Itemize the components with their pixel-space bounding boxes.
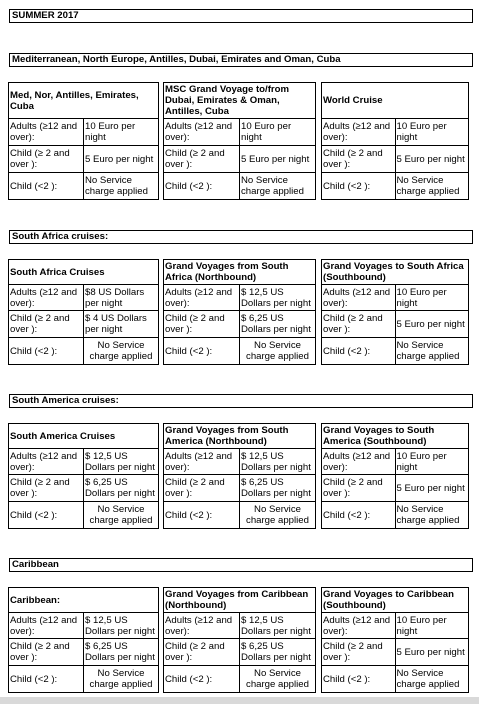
row-value-adults: 10 Euro per night: [395, 119, 469, 146]
row-value-child-2-over: $ 6,25 US Dollars per night: [240, 311, 316, 338]
section-header-mediterranean: Mediterranean, North Europe, Antilles, Dubai, Emirates and Oman, Cuba: [9, 53, 473, 67]
row-label-adults: Adults (≥12 and over):: [9, 449, 84, 475]
row-value-child-under-2: No Service charge applied: [240, 338, 316, 365]
row-label-child-2-over: Child (≥ 2 and over ):: [322, 475, 396, 502]
price-table-world-cruise: [321, 82, 469, 200]
table-title: Grand Voyages to Caribbean (Southbound): [322, 588, 469, 613]
row-value-child-2-over: $ 6,25 US Dollars per night: [240, 639, 316, 666]
row-value-child-under-2: No Service charge applied: [240, 502, 316, 529]
page-title: SUMMER 2017: [9, 9, 473, 23]
section-header-south-america: South America cruises:: [9, 394, 473, 408]
row-value-child-under-2: No Service charge applied: [395, 502, 469, 529]
row-value-child-under-2: No Service charge applied: [395, 666, 469, 693]
row-value-child-under-2: No Service charge applied: [395, 338, 469, 365]
row-label-child-2-over: Child (≥ 2 and over ):: [9, 475, 84, 502]
table-title: Caribbean:: [9, 588, 159, 613]
row-value-child-under-2: No Service charge applied: [84, 338, 159, 365]
row-label-adults: Adults (≥12 and over):: [322, 449, 396, 475]
row-label-child-2-over: Child (≥ 2 and over ):: [164, 639, 240, 666]
row-value-child-2-over: 5 Euro per night: [240, 146, 316, 173]
row-value-adults: $ 12,5 US Dollars per night: [84, 449, 159, 475]
row-value-adults: 10 Euro per night: [395, 285, 469, 311]
table-title: Grand Voyages to South Africa (Southbound): [322, 260, 469, 285]
row-label-adults: Adults (≥12 and over):: [164, 613, 240, 639]
table-title: Med, Nor, Antilles, Emirates, Cuba: [9, 83, 159, 119]
price-table-caribbean-southbound: [321, 587, 469, 693]
table-title: Grand Voyages from South Africa (Northbound): [164, 260, 316, 285]
row-label-adults: Adults (≥12 and over):: [164, 449, 240, 475]
price-table-south-africa-southbound: [321, 259, 469, 365]
table-title: MSC Grand Voyage to/from Dubai, Emirates & Oman, Antilles, Cuba: [164, 83, 316, 119]
price-table-south-africa-northbound: [163, 259, 316, 365]
row-value-child-under-2: No Service charge applied: [84, 173, 159, 200]
price-table-south-america-northbound: [163, 423, 316, 529]
page-bottom-edge: [0, 697, 479, 704]
row-value-child-2-over: 5 Euro per night: [395, 475, 469, 502]
row-value-child-2-over: $ 6,25 US Dollars per night: [84, 639, 159, 666]
price-table-south-america: [8, 423, 159, 529]
row-label-child-under-2: Child (<2 ):: [164, 666, 240, 693]
row-value-child-under-2: No Service charge applied: [84, 666, 159, 693]
row-value-child-2-over: 5 Euro per night: [84, 146, 159, 173]
row-value-adults: $8 US Dollars per night: [84, 285, 159, 311]
row-label-child-2-over: Child (≥ 2 and over ):: [164, 311, 240, 338]
row-label-child-2-over: Child (≥ 2 and over ):: [322, 639, 396, 666]
row-label-child-under-2: Child (<2 ):: [322, 173, 396, 200]
row-value-adults: 10 Euro per night: [84, 119, 159, 146]
row-value-adults: 10 Euro per night: [240, 119, 316, 146]
row-label-adults: Adults (≥12 and over):: [164, 119, 240, 146]
row-label-child-under-2: Child (<2 ):: [322, 502, 396, 529]
row-value-adults: 10 Euro per night: [395, 449, 469, 475]
row-label-child-under-2: Child (<2 ):: [164, 173, 240, 200]
row-value-child-2-over: $ 6,25 US Dollars per night: [84, 475, 159, 502]
table-title: World Cruise: [322, 83, 469, 119]
price-table-caribbean: [8, 587, 159, 693]
row-label-child-under-2: Child (<2 ):: [9, 338, 84, 365]
row-value-adults: 10 Euro per night: [395, 613, 469, 639]
row-value-child-2-over: 5 Euro per night: [395, 311, 469, 338]
row-value-child-under-2: No Service charge applied: [240, 666, 316, 693]
row-label-adults: Adults (≥12 and over):: [9, 285, 84, 311]
section-header-south-africa: South Africa cruises:: [9, 230, 473, 244]
table-title: Grand Voyages from South America (Northbound): [164, 424, 316, 449]
row-value-child-under-2: No Service charge applied: [84, 502, 159, 529]
row-value-child-2-over: $ 6,25 US Dollars per night: [240, 475, 316, 502]
row-label-child-2-over: Child (≥ 2 and over ):: [164, 475, 240, 502]
row-label-child-under-2: Child (<2 ):: [164, 502, 240, 529]
row-label-child-under-2: Child (<2 ):: [9, 666, 84, 693]
row-label-child-2-over: Child (≥ 2 and over ):: [322, 146, 396, 173]
row-label-adults: Adults (≥12 and over):: [322, 119, 396, 146]
row-label-child-2-over: Child (≥ 2 and over ):: [9, 639, 84, 666]
row-label-adults: Adults (≥12 and over):: [9, 613, 84, 639]
price-table-south-africa: [8, 259, 159, 365]
table-title: South Africa Cruises: [9, 260, 159, 285]
row-value-child-2-over: 5 Euro per night: [395, 639, 469, 666]
row-value-adults: $ 12,5 US Dollars per night: [84, 613, 159, 639]
row-value-adults: $ 12,5 US Dollars per night: [240, 613, 316, 639]
row-value-adults: $ 12,5 US Dollars per night: [240, 285, 316, 311]
row-label-child-2-over: Child (≥ 2 and over ):: [9, 146, 84, 173]
row-value-child-2-over: $ 4 US Dollars per night: [84, 311, 159, 338]
table-title: Grand Voyages from Caribbean (Northbound): [164, 588, 316, 613]
price-table-msc-grand-voyage: [163, 82, 316, 200]
price-table-south-america-southbound: [321, 423, 469, 529]
row-label-child-2-over: Child (≥ 2 and over ):: [322, 311, 396, 338]
row-value-child-2-over: 5 Euro per night: [395, 146, 469, 173]
row-label-adults: Adults (≥12 and over):: [322, 285, 396, 311]
table-title: Grand Voyages to South America (Southbound): [322, 424, 469, 449]
row-label-child-under-2: Child (<2 ):: [322, 666, 396, 693]
row-value-child-under-2: No Service charge applied: [395, 173, 469, 200]
row-label-child-under-2: Child (<2 ):: [9, 502, 84, 529]
row-label-adults: Adults (≥12 and over):: [164, 285, 240, 311]
price-table-caribbean-northbound: [163, 587, 316, 693]
price-table-med: [8, 82, 159, 200]
row-label-child-2-over: Child (≥ 2 and over ):: [164, 146, 240, 173]
row-value-child-under-2: No Service charge applied: [240, 173, 316, 200]
row-label-child-under-2: Child (<2 ):: [322, 338, 396, 365]
section-header-caribbean: Caribbean: [9, 558, 473, 572]
table-title: South America Cruises: [9, 424, 159, 449]
row-label-adults: Adults (≥12 and over):: [9, 119, 84, 146]
row-label-child-2-over: Child (≥ 2 and over ):: [9, 311, 84, 338]
row-value-adults: $ 12,5 US Dollars per night: [240, 449, 316, 475]
row-label-adults: Adults (≥12 and over):: [322, 613, 396, 639]
row-label-child-under-2: Child (<2 ):: [164, 338, 240, 365]
row-label-child-under-2: Child (<2 ):: [9, 173, 84, 200]
